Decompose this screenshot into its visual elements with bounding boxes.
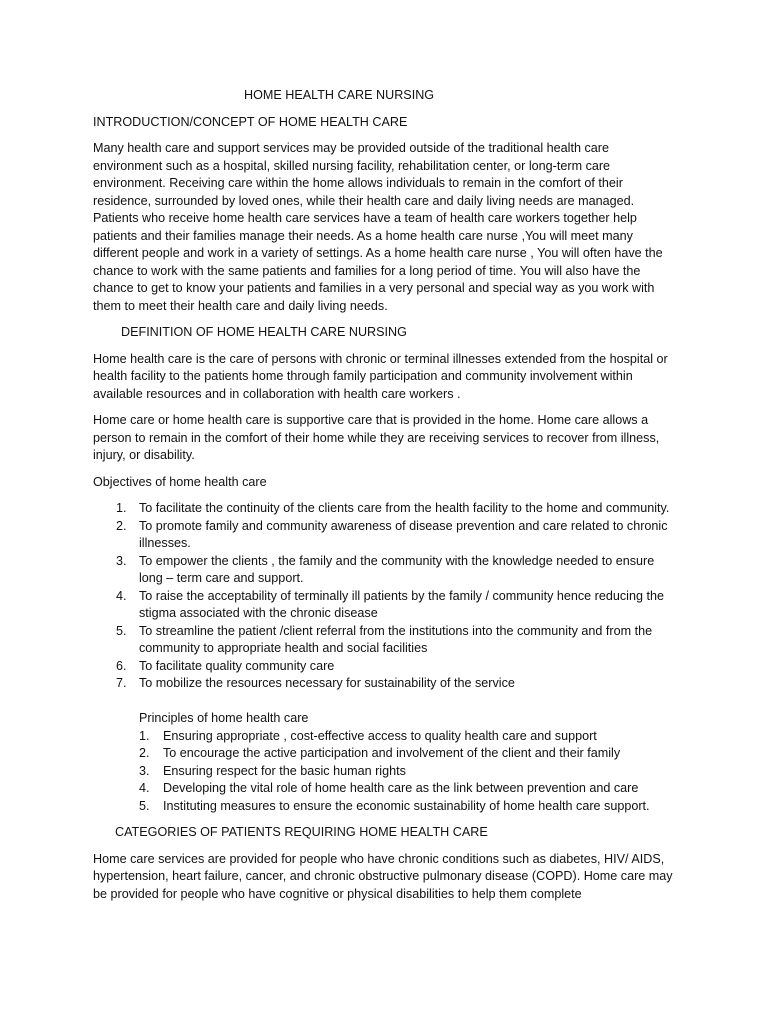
list-item (93, 623, 678, 658)
intro-heading: INTRODUCTION/CONCEPT OF HOME HEALTH CARE (93, 114, 408, 129)
list-number: 4. (116, 588, 127, 603)
list-item (139, 780, 678, 798)
definition-paragraph-1: Home health care is the care of persons with chronic or terminal illnesses extended from the hospital or health facility to the patients home through family participation and community involvement within available resources and in collaboration with health care workers . (93, 351, 668, 401)
list-number: 2. (116, 518, 127, 533)
principles-heading: Principles of home health care (139, 711, 309, 725)
document-title: HOME HEALTH CARE NURSING (244, 88, 435, 102)
objectives-heading: Objectives of home health care (93, 474, 267, 489)
list-number: 5. (116, 623, 127, 638)
list-item-text: Ensuring respect for the basic human rights (163, 763, 406, 778)
list-item (139, 728, 678, 746)
list-item-text: To facilitate quality community care (139, 658, 335, 673)
list-item-text: To raise the acceptability of terminally ill patients by the family / community hence reducing the stigma associated with the chronic disease (139, 588, 664, 620)
list-item (93, 658, 678, 676)
list-item-text: To mobilize the resources necessary for sustainability of the service (139, 676, 515, 690)
list-item-text: To encourage the active participation and involvement of the client and their family (163, 746, 621, 760)
list-number: 2. (139, 746, 150, 760)
list-item (93, 553, 678, 588)
principles-list (139, 728, 678, 816)
intro-paragraph: Many health care and support services may be provided outside of the traditional health care environment such as a hospital, skilled nursing facility, rehabilitation center, or long-term care environment. Receiving care within the home allows individuals to remain in the comfort of their residence, surrounded by loved ones, while their health care and daily living needs are managed. Patients who receive home health care services have a team of health care workers together help patients and their families manage their needs. As a home health care nurse ,You will meet many different people and work in a variety of settings. As a home health care nurse , You will often have the chance to work with the same patients and families for a long period of time. You will also have the chance to get to know your patients and families in a very personal and special way as you work with them to meet their health care and daily living needs. (93, 141, 663, 313)
objectives-list (93, 500, 678, 693)
list-item-text: Ensuring appropriate , cost-effective access to quality health care and support (163, 728, 597, 743)
list-item-text: To facilitate the continuity of the clients care from the health facility to the home and community. (139, 501, 670, 515)
list-item (139, 798, 678, 816)
categories-heading: CATEGORIES OF PATIENTS REQUIRING HOME HEALTH CARE (115, 825, 488, 839)
list-item (139, 763, 678, 781)
list-number: 4. (139, 781, 150, 795)
document-body (93, 87, 678, 912)
list-number: 3. (116, 553, 127, 568)
list-number: 6. (116, 658, 127, 673)
list-number: 1. (139, 728, 150, 743)
list-item (139, 745, 678, 763)
principles-section (139, 710, 678, 815)
list-item-text: Instituting measures to ensure the economic sustainability of home health care support. (163, 798, 650, 813)
list-item (93, 500, 678, 518)
list-number: 7. (116, 676, 127, 690)
list-item-text: To streamline the patient /client referral from the institutions into the community and from the community to appropriate health and social facilities (139, 623, 653, 655)
list-number: 1. (116, 501, 127, 515)
list-item (93, 588, 678, 623)
categories-paragraph: Home care services are provided for people who have chronic conditions such as diabetes, HIV/ AIDS, hypertension, heart failure, cancer, and chronic obstructive pulmonary disease (COPD). Home care may be provided for people who have cognitive or physical disabilities to help them complete (93, 851, 673, 901)
list-item (93, 518, 678, 553)
list-item-text: Developing the vital role of home health care as the link between prevention and care (163, 781, 639, 795)
list-number: 5. (139, 798, 150, 813)
definition-paragraph-2: Home care or home health care is supportive care that is provided in the home. Home care allows a person to remain in the comfort of their home while they are receiving services to recover from illness, injury, or disability. (93, 413, 660, 462)
list-item-text: To promote family and community awareness of disease prevention and care related to chronic illnesses. (139, 518, 668, 550)
list-item-text: To empower the clients , the family and the community with the knowledge needed to ensure long – term care and support. (139, 553, 655, 585)
list-number: 3. (139, 763, 150, 778)
definition-heading: DEFINITION OF HOME HEALTH CARE NURSING (121, 325, 407, 339)
list-item (93, 675, 678, 693)
